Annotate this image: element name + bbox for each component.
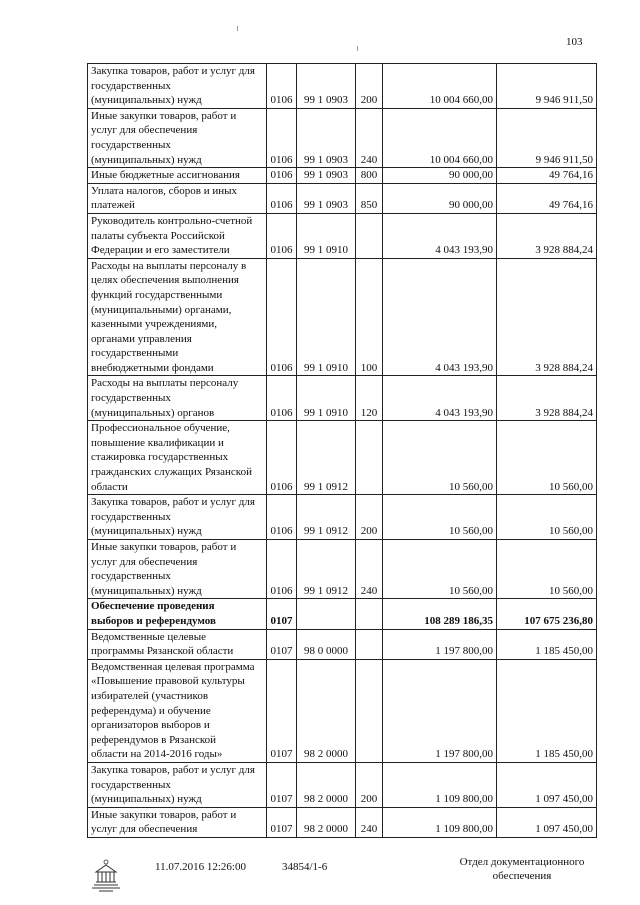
- row-amount-planned: 10 560,00: [383, 421, 497, 495]
- row-amount-executed: 10 560,00: [497, 540, 597, 599]
- row-amount-planned: 10 560,00: [383, 495, 497, 540]
- row-amount-planned: 1 109 800,00: [383, 807, 497, 837]
- row-amount-executed: 49 764,16: [497, 168, 597, 184]
- row-name-cell: Закупка товаров, работ и услуг для государственных (муниципальных) нужд: [88, 495, 267, 540]
- row-section-code: 0106: [267, 108, 297, 167]
- row-section-code: 0106: [267, 64, 297, 109]
- row-section-code: 0106: [267, 495, 297, 540]
- row-target-code: 99 1 0910: [297, 376, 356, 421]
- table-row: [88, 213, 597, 258]
- table-row: [88, 762, 597, 807]
- row-amount-executed: 3 928 884,24: [497, 213, 597, 258]
- row-target-code: 99 1 0903: [297, 183, 356, 213]
- row-amount-planned: 4 043 193,90: [383, 376, 497, 421]
- row-section-code: 0107: [267, 807, 297, 837]
- footer-doc-number: 34854/1-6: [282, 861, 328, 873]
- row-amount-executed: 10 560,00: [497, 421, 597, 495]
- row-expense-type: 200: [356, 495, 383, 540]
- row-name-cell: Расходы на выплаты персоналу государственных (муниципальных) органов: [88, 376, 267, 421]
- table-row: [88, 376, 597, 421]
- row-amount-executed: 107 675 236,80: [497, 599, 597, 629]
- row-target-code: 99 1 0910: [297, 258, 356, 376]
- row-amount-executed: 9 946 911,50: [497, 108, 597, 167]
- row-amount-planned: 10 004 660,00: [383, 108, 497, 167]
- row-section-code: 0106: [267, 421, 297, 495]
- row-target-code: [297, 599, 356, 629]
- row-expense-type: 120: [356, 376, 383, 421]
- row-amount-executed: 3 928 884,24: [497, 258, 597, 376]
- row-amount-executed: 1 097 450,00: [497, 807, 597, 837]
- row-name-cell: Закупка товаров, работ и услуг для государственных (муниципальных) нужд: [88, 64, 267, 109]
- table-row: [88, 540, 597, 599]
- row-amount-planned: 1 109 800,00: [383, 762, 497, 807]
- row-section-code: 0106: [267, 168, 297, 184]
- row-name-cell: Руководитель контрольно-счетной палаты субъекта Российской Федерации и его заместители: [88, 213, 267, 258]
- row-expense-type: 850: [356, 183, 383, 213]
- row-amount-planned: 4 043 193,90: [383, 258, 497, 376]
- row-target-code: 98 0 0000: [297, 629, 356, 659]
- row-section-code: 0107: [267, 659, 297, 762]
- row-amount-planned: 90 000,00: [383, 183, 497, 213]
- table-row: [88, 629, 597, 659]
- table-row: [88, 421, 597, 495]
- row-amount-planned: 90 000,00: [383, 168, 497, 184]
- row-name-cell: Ведомственная целевая программа «Повышение правовой культуры избирателей (участников референдума) и обучение организаторов выборов и референдумов в Рязанской области на 2014-2016 годы»: [88, 659, 267, 762]
- row-section-code: 0107: [267, 599, 297, 629]
- row-expense-type: [356, 629, 383, 659]
- row-name-cell: Иные бюджетные ассигнования: [88, 168, 267, 184]
- row-amount-executed: 1 185 450,00: [497, 629, 597, 659]
- row-name-cell: Уплата налогов, сборов и иных платежей: [88, 183, 267, 213]
- row-target-code: 98 2 0000: [297, 807, 356, 837]
- row-target-code: 98 2 0000: [297, 659, 356, 762]
- emblem-building-icon: [86, 858, 126, 892]
- table-row: [88, 168, 597, 184]
- footer-datetime: 11.07.2016 12:26:00: [155, 861, 246, 873]
- scan-mark: [237, 26, 238, 31]
- row-target-code: 99 1 0912: [297, 540, 356, 599]
- table-row: [88, 495, 597, 540]
- row-amount-planned: 10 004 660,00: [383, 64, 497, 109]
- scan-mark: [357, 46, 358, 51]
- row-expense-type: [356, 421, 383, 495]
- row-name-cell: Расходы на выплаты персоналу в целях обеспечения выполнения функций государственными (муниципальными) органами, казенными учреждениями, органами управления государственными внебюджетными фондами: [88, 258, 267, 376]
- table-row: [88, 258, 597, 376]
- table-row: [88, 807, 597, 837]
- row-expense-type: 100: [356, 258, 383, 376]
- row-expense-type: [356, 599, 383, 629]
- row-name-cell: Иные закупки товаров, работ и услуг для обеспечения государственных (муниципальных) нужд: [88, 540, 267, 599]
- row-target-code: 99 1 0912: [297, 495, 356, 540]
- row-name-cell: Профессиональное обучение, повышение квалификации и стажировка государственных гражданских служащих Рязанской области: [88, 421, 267, 495]
- row-amount-planned: 1 197 800,00: [383, 659, 497, 762]
- row-expense-type: 200: [356, 64, 383, 109]
- row-target-code: 98 2 0000: [297, 762, 356, 807]
- row-target-code: 99 1 0903: [297, 108, 356, 167]
- row-section-code: 0106: [267, 540, 297, 599]
- page-number: 103: [566, 36, 583, 48]
- row-amount-executed: 3 928 884,24: [497, 376, 597, 421]
- row-amount-executed: 9 946 911,50: [497, 64, 597, 109]
- row-amount-executed: 10 560,00: [497, 495, 597, 540]
- row-expense-type: [356, 659, 383, 762]
- row-name-cell: Обеспечение проведения выборов и референдумов: [88, 599, 267, 629]
- row-target-code: 99 1 0903: [297, 168, 356, 184]
- row-name-cell: Иные закупки товаров, работ и услуг для обеспечения: [88, 807, 267, 837]
- row-section-code: 0107: [267, 762, 297, 807]
- table-row: [88, 64, 597, 109]
- row-expense-type: [356, 213, 383, 258]
- row-section-code: 0106: [267, 183, 297, 213]
- table-row: [88, 659, 597, 762]
- row-expense-type: 800: [356, 168, 383, 184]
- table-row: [88, 108, 597, 167]
- row-expense-type: 240: [356, 540, 383, 599]
- row-amount-planned: 4 043 193,90: [383, 213, 497, 258]
- row-section-code: 0106: [267, 213, 297, 258]
- row-name-cell: Иные закупки товаров, работ и услуг для обеспечения государственных (муниципальных) нужд: [88, 108, 267, 167]
- row-amount-planned: 1 197 800,00: [383, 629, 497, 659]
- row-name-cell: Закупка товаров, работ и услуг для государственных (муниципальных) нужд: [88, 762, 267, 807]
- row-amount-planned: 10 560,00: [383, 540, 497, 599]
- row-amount-executed: 1 097 450,00: [497, 762, 597, 807]
- row-amount-executed: 1 185 450,00: [497, 659, 597, 762]
- row-expense-type: 240: [356, 807, 383, 837]
- budget-table: [87, 63, 597, 838]
- row-section-code: 0106: [267, 376, 297, 421]
- row-target-code: 99 1 0910: [297, 213, 356, 258]
- row-section-code: 0106: [267, 258, 297, 376]
- row-target-code: 99 1 0912: [297, 421, 356, 495]
- row-expense-type: 240: [356, 108, 383, 167]
- table-row: [88, 183, 597, 213]
- row-expense-type: 200: [356, 762, 383, 807]
- row-target-code: 99 1 0903: [297, 64, 356, 109]
- row-name-cell: Ведомственные целевые программы Рязанской области: [88, 629, 267, 659]
- row-amount-planned: 108 289 186,35: [383, 599, 497, 629]
- row-section-code: 0107: [267, 629, 297, 659]
- row-amount-executed: 49 764,16: [497, 183, 597, 213]
- table-row: [88, 599, 597, 629]
- footer-department: Отдел документационного обеспечения: [459, 856, 585, 882]
